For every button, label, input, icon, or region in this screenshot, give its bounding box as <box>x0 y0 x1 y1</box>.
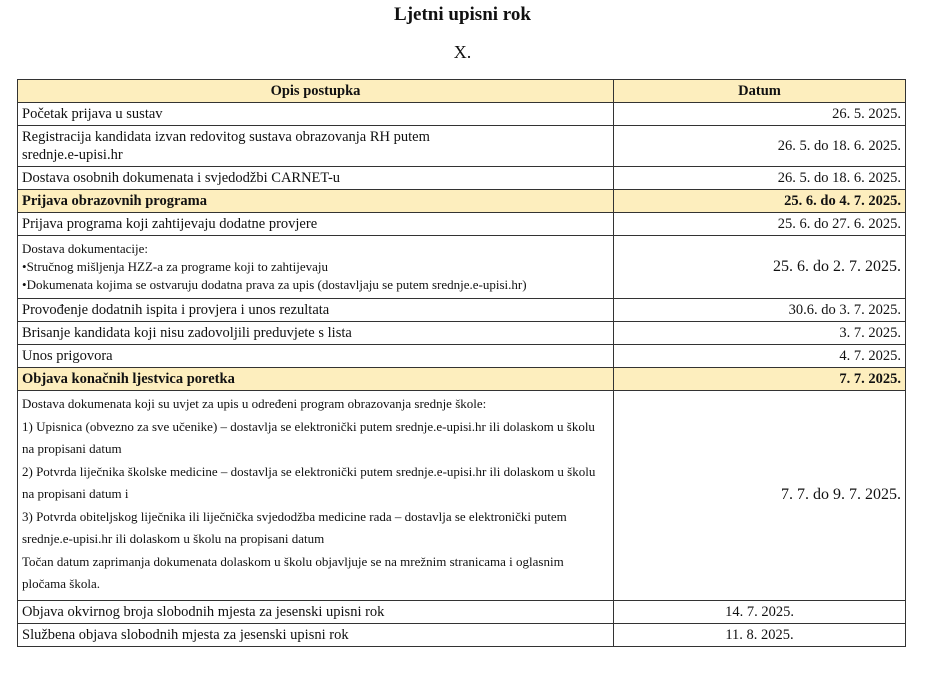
row-bullet: • Dokumenata kojima se ostvaruju dodatna prava za upis (dostavljaju se putem srednje.e-upisi.hr) <box>22 276 609 294</box>
page-title: Ljetni upisni rok <box>394 4 531 25</box>
row-date: 26. 5. do 18. 6. 2025. <box>614 126 906 167</box>
row-date: 25. 6. do 27. 6. 2025. <box>614 213 906 236</box>
row-description: Objava okvirnog broja slobodnih mjesta za jesenski upisni rok <box>18 600 614 623</box>
row-description: Početak prijava u sustav <box>18 103 614 126</box>
table-row <box>18 345 906 368</box>
row-item: 2) Potvrda liječnika školske medicine – dostavlja se elektronički putem srednje.e-upisi.hr ili dolaskom u školu na propisani datum i <box>22 463 596 501</box>
row-description: Brisanje kandidata koji nisu zadovoljili preduvjete s lista <box>18 322 614 345</box>
row-description <box>18 391 614 601</box>
row-date: 7. 7. 2025. <box>614 368 906 391</box>
table-row <box>18 391 906 601</box>
table-row-highlighted <box>18 190 906 213</box>
row-note: Točan datum zaprimanja dokumenata dolaskom u školu objavljuje se na mrežnim stranicama i oglasnim pločama škola. <box>22 553 564 591</box>
row-description <box>18 236 614 299</box>
row-description: Provođenje dodatnih ispita i provjera i unos rezultata <box>18 299 614 322</box>
row-description: Dostava osobnih dokumenata i svjedodžbi CARNET-u <box>18 167 614 190</box>
row-description: Unos prigovora <box>18 345 614 368</box>
row-date: 3. 7. 2025. <box>614 322 906 345</box>
row-description: Prijava programa koji zahtijevaju dodatne provjere <box>18 213 614 236</box>
row-date: 14. 7. 2025. <box>614 600 906 623</box>
schedule-table <box>17 79 906 647</box>
header-description: Opis postupka <box>18 80 614 103</box>
row-date: 11. 8. 2025. <box>614 623 906 646</box>
table-row-highlighted <box>18 368 906 391</box>
table-row <box>18 600 906 623</box>
row-date: 7. 7. do 9. 7. 2025. <box>614 391 906 601</box>
section-number: X. <box>453 42 472 62</box>
row-description: Registracija kandidata izvan redovitog sustava obrazovanja RH putem srednje.e-upisi.hr <box>18 126 614 167</box>
row-description: Službena objava slobodnih mjesta za jesenski upisni rok <box>18 623 614 646</box>
row-intro: Dostava dokumenata koji su uvjet za upis u određeni program obrazovanja srednje škole: <box>22 396 487 411</box>
row-date: 4. 7. 2025. <box>614 345 906 368</box>
row-bullet: • Stručnog mišljenja HZZ-a za programe koji to zahtijevaju <box>22 258 609 276</box>
row-intro: Dostava dokumentacije: <box>22 241 148 256</box>
table-row <box>18 299 906 322</box>
table-row <box>18 623 906 646</box>
row-description: Prijava obrazovnih programa <box>18 190 614 213</box>
row-date: 30.6. do 3. 7. 2025. <box>614 299 906 322</box>
row-date: 25. 6. do 4. 7. 2025. <box>614 190 906 213</box>
table-header-row <box>18 80 906 103</box>
table-row <box>18 213 906 236</box>
table-row <box>18 167 906 190</box>
row-item: 3) Potvrda obiteljskog liječnika ili liječnička svjedodžba medicine rada – dostavlja se elektronički putem srednje.e-upisi.hr ili dolaskom u školu na propisani datum <box>22 508 567 546</box>
table-row <box>18 126 906 167</box>
table-row <box>18 103 906 126</box>
row-date: 26. 5. do 18. 6. 2025. <box>614 167 906 190</box>
row-description: Objava konačnih ljestvica poretka <box>18 368 614 391</box>
row-date: 25. 6. do 2. 7. 2025. <box>614 236 906 299</box>
table-row <box>18 322 906 345</box>
row-item: 1) Upisnica (obvezno za sve učenike) – dostavlja se elektronički putem srednje.e-upisi.hr ili dolaskom u školu na propisani datum <box>22 418 595 456</box>
row-date: 26. 5. 2025. <box>614 103 906 126</box>
table-row <box>18 236 906 299</box>
header-date: Datum <box>614 80 906 103</box>
